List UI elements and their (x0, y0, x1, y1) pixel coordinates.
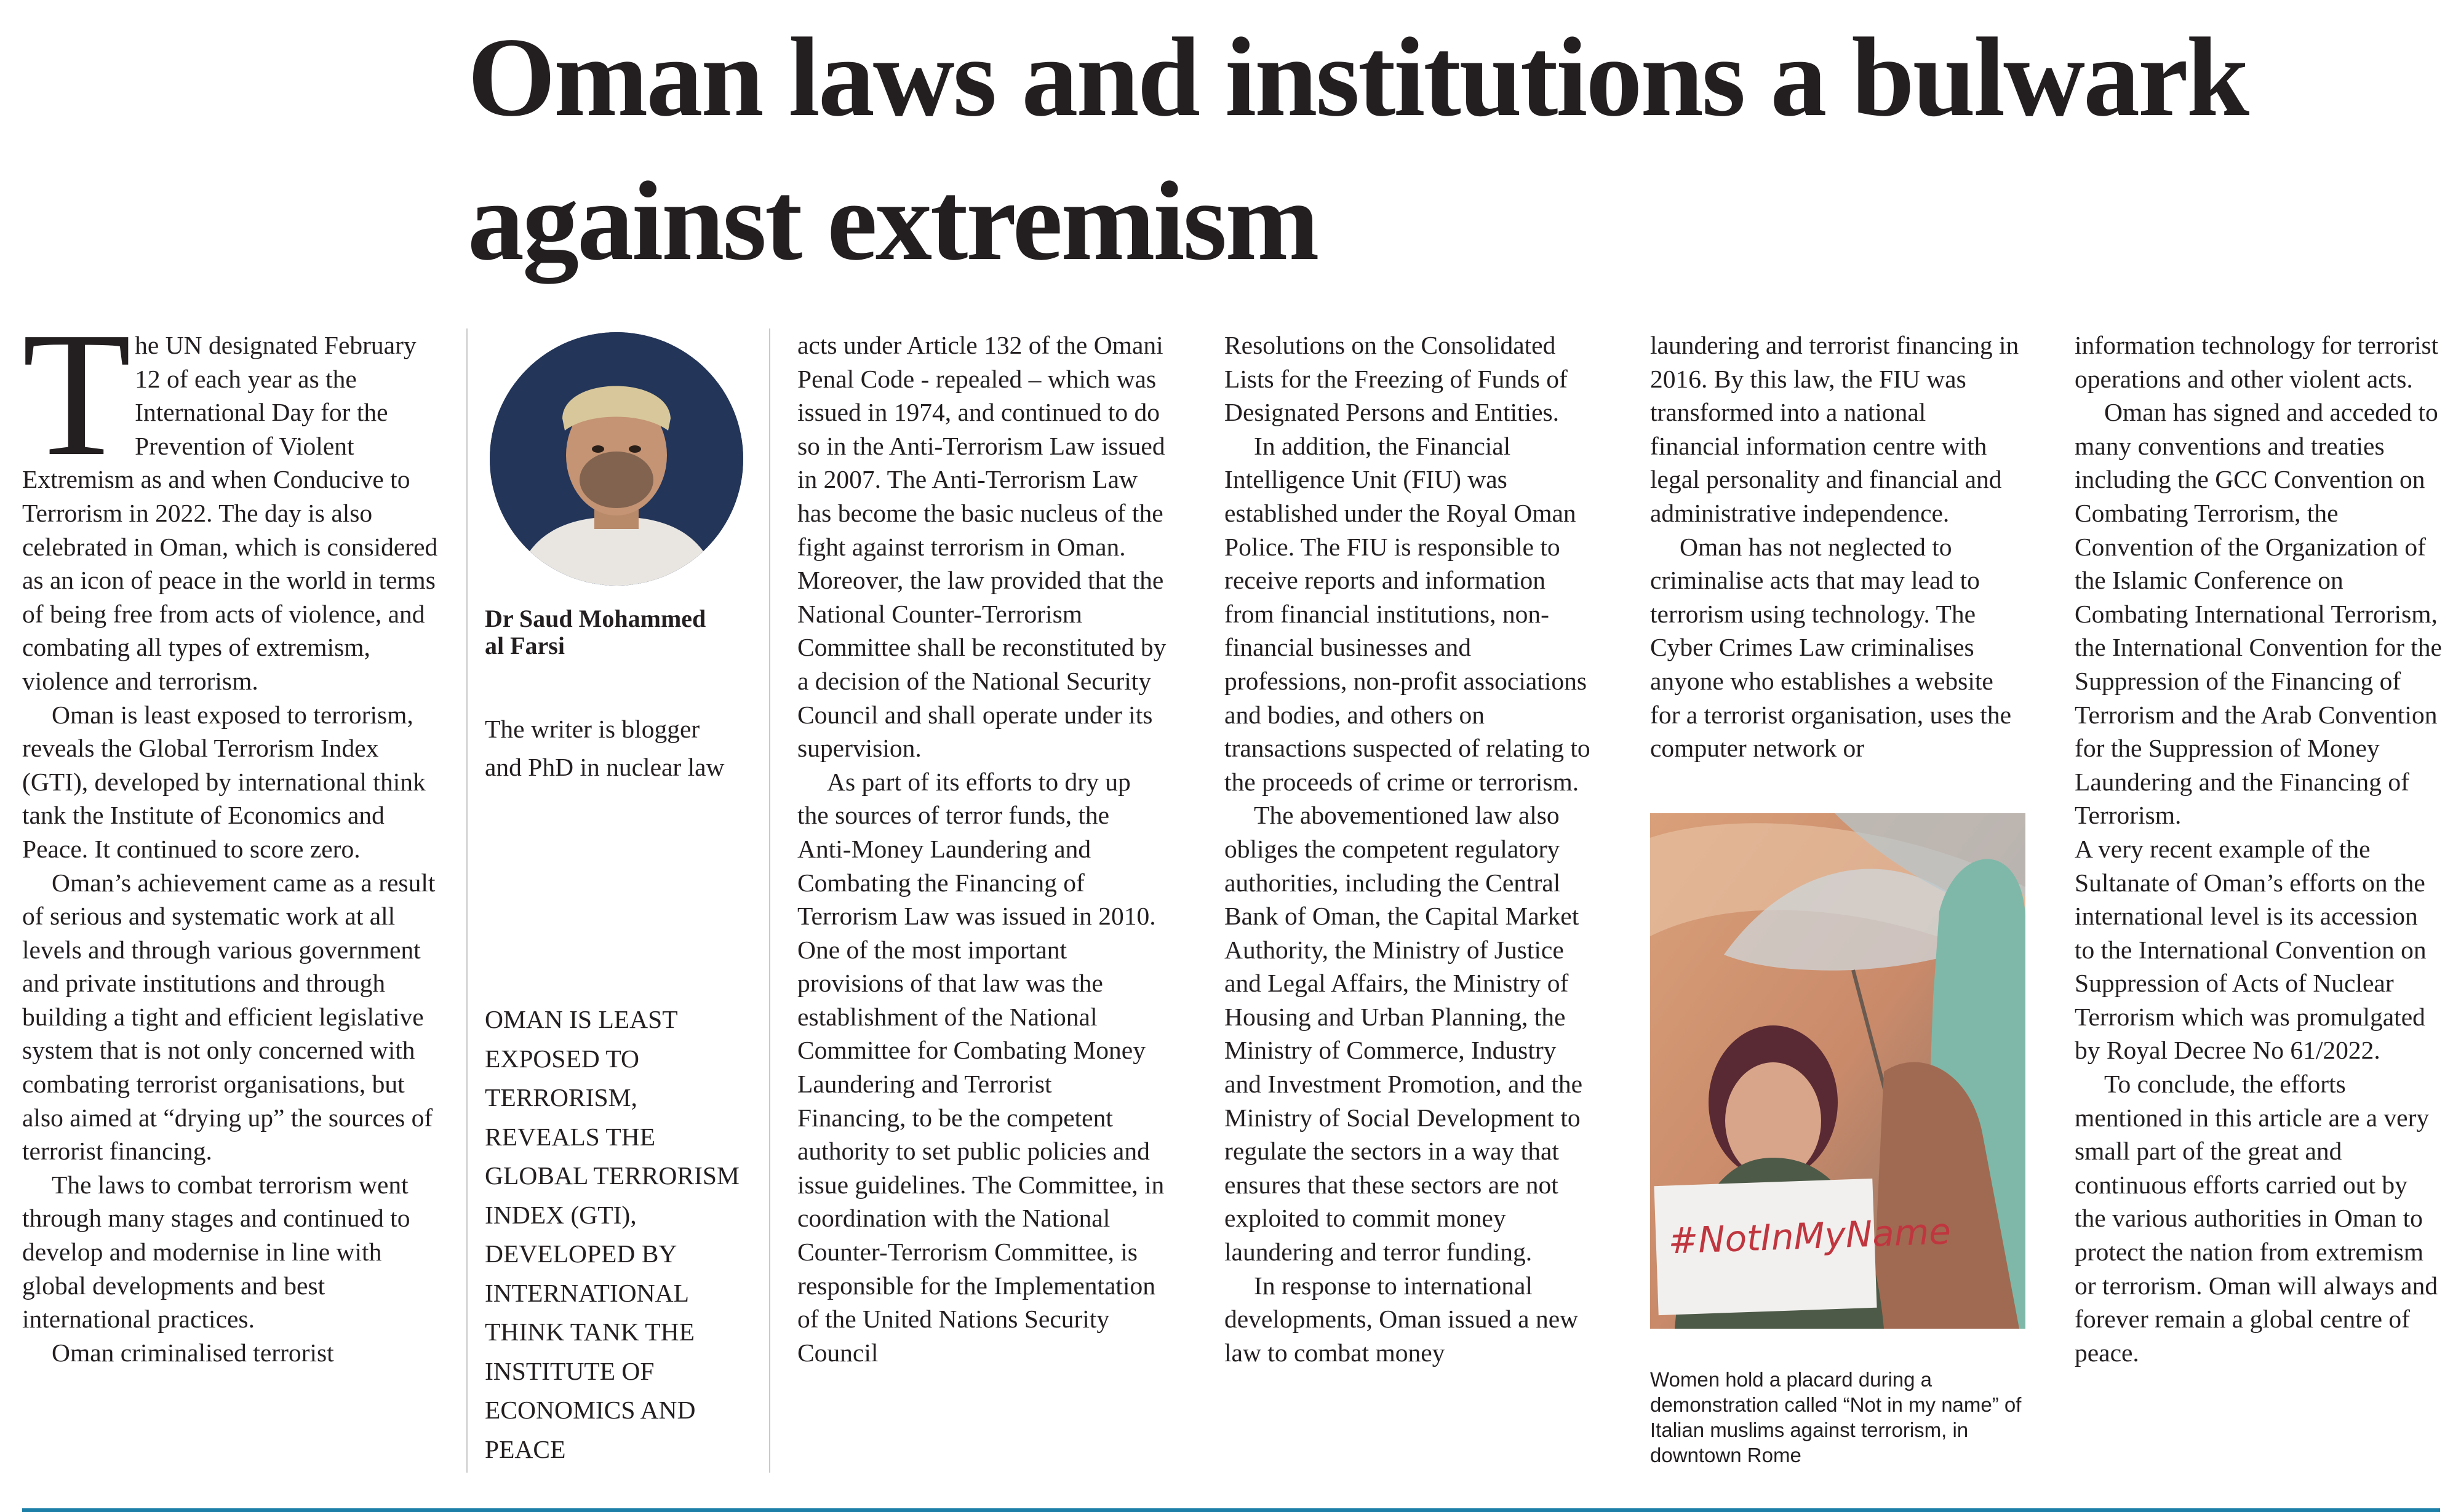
paragraph: information technology for terrorist operations and other violent acts. (2075, 331, 2439, 393)
paragraph: In response to international developments, Oman issued a new law to combat money (1224, 1271, 1579, 1367)
headline (468, 5, 2436, 293)
news-photo (1650, 813, 2025, 1329)
pull-quote-line: OMAN IS LEAST (485, 1005, 678, 1033)
article-column-3 (797, 328, 1167, 1473)
bottom-rule (22, 1508, 2440, 1512)
author-column (485, 328, 756, 1473)
article-column-6 (2075, 328, 2444, 1473)
paragraph: Oman is least exposed to terrorism, reveals the Global Terrorism Index (GTI), developed by international think tank the Institute of Economics and Peace. It continued to score zero. (22, 700, 426, 863)
paragraph: Oman’s achievement came as a result of serious and systematic work at all levels and through various government and private institutions and through building a tight and efficient legislative system that is not only concerned with combating terrorist organisations, but also aimed at “drying up” the sources of terrorist financing. (22, 868, 436, 1166)
paragraph: laundering and terrorist financing in 2016. By this law, the FIU was transformed into a national financial information centre with legal personality and financial and administrative independence. (1650, 331, 2019, 527)
paragraph: Oman criminalised terrorist (52, 1338, 334, 1367)
pull-quote-line: INTERNATIONAL (485, 1278, 689, 1307)
demonstration-photo (1650, 813, 2025, 1329)
placard-text: #NotInMyName (1667, 1210, 1952, 1262)
pull-quote-line: PEACE (485, 1434, 566, 1463)
drop-cap: T (22, 295, 132, 493)
author-name (485, 605, 756, 659)
paragraph: As part of its efforts to dry up the sources of terror funds, the Anti-Money Laundering and Combating the Financing of Terrorism Law was issued in 2010. One of the most important provisions of that law was the establishment of the National Committee for Combating Money Laundering and Terrorist Financing, to be the competent authority to set public policies and issue guidelines. The Committee, in coordination with the National Counter-Terrorism Committee, is responsible for the Implementation of the United Nations Security Council (797, 767, 1165, 1367)
headline-line-2: against extremism (468, 158, 1318, 284)
article-column-4 (1224, 328, 1593, 1473)
author-name-line-1: Dr Saud Mohammed (485, 605, 706, 632)
paragraph: In addition, the Financial Intelligence Unit (FIU) was established under the Royal Oman Police. The FIU is responsible to receive reports and information from financial institutions, non-financial businesses and professions, non-profit associations and bodies, and others on transactions suspected of relating to the proceeds of crime or terrorism. (1224, 431, 1590, 796)
author-portrait-image (490, 332, 743, 586)
pull-quote-line: THINK TANK THE (485, 1318, 695, 1346)
pull-quote-line: DEVELOPED BY (485, 1239, 677, 1268)
author-bio-line-1: The writer is blogger (485, 715, 700, 743)
paragraph: To conclude, the efforts mentioned in this article are a very small part of the great and continuous efforts carried out by the various authorities in Oman to protect the nation from extremism or terrorism. Oman will always and forever remain a global centre of peace. (2075, 1070, 2438, 1367)
column-divider (769, 328, 770, 1473)
pull-quote-line: TERRORISM, (485, 1083, 637, 1112)
column-divider (466, 328, 468, 1473)
pull-quote-line: INSTITUTE OF (485, 1356, 655, 1385)
photo-caption: Women hold a placard during a demonstration called “Not in my name” of Italian muslims against terrorism, in downtown Rome (1650, 1368, 2022, 1466)
paragraph: A very recent example of the Sultanate of Oman’s efforts on the international level is its accession to the International Convention on Suppression of Acts of Nuclear Terrorism which was promulgated by Royal Decree No 61/2022. (2075, 834, 2427, 1065)
headline-line-1: Oman laws and institutions a bulwark (468, 14, 2248, 140)
author-avatar (490, 332, 743, 586)
pull-quote-line: INDEX (GTI), (485, 1200, 637, 1229)
pull-quote-line: REVEALS THE (485, 1122, 656, 1151)
pull-quote-line: ECONOMICS AND (485, 1396, 696, 1424)
paragraph: The laws to combat terrorism went through many stages and continued to develop and modernise in line with global developments and best international practices. (22, 1170, 410, 1334)
author-name-line-2: al Farsi (485, 632, 565, 659)
pull-quote (485, 1000, 756, 1469)
paragraph: Oman has signed and acceded to many conventions and treaties including the GCC Convention on Combating Terrorism, the Convention of the Organization of the Islamic Conference on Combating International Terrorism, the International Convention for the Suppression of the Financing of Terrorism and the Arab Convention for the Suppression of Money Laundering and the Financing of Terrorism. (2075, 398, 2442, 830)
paragraph: The abovementioned law also obliges the competent regulatory authorities, including the Central Bank of Oman, the Capital Market Authority, the Ministry of Justice and Legal Affairs, the Ministry of Housing and Urban Planning, the Ministry of Commerce, Industry and Investment Promotion, and the Ministry of Social Development to regulate the sectors in a way that ensures that these sectors are not exploited to commit money laundering and terror funding. (1224, 801, 1583, 1267)
article-column-1 (22, 295, 441, 1473)
pull-quote-line: GLOBAL TERRORISM (485, 1161, 740, 1190)
paragraph: he UN designated February 12 of each year as the International Day for the Prevention of Violent Extremism as and when Conducive to Terrorism in 2022. The day is also celebrated in Oman, which is considered as an icon of peace in the world in terms of being free from acts of violence, and combating all types of extremism, violence and terrorism. (22, 331, 438, 695)
paragraph: acts under Article 132 of the Omani Penal Code - repealed – which was issued in 1974, and continued to do so in the Anti-Terrorism Law issued in 2007. The Anti-Terrorism Law has become the basic nucleus of the fight against terrorism in Oman. Moreover, the law provided that the National Counter-Terrorism Committee shall be reconstituted by a decision of the National Security Council and shall operate under its supervision. (797, 331, 1167, 763)
paragraph: Oman has not neglected to criminalise acts that may lead to terrorism using technology. The Cyber Crimes Law criminalises anyone who establishes a website for a terrorist organisation, uses the computer network or (1650, 532, 2011, 763)
pull-quote-line: EXPOSED TO (485, 1044, 639, 1073)
author-bio (485, 710, 756, 786)
author-bio-line-2: and PhD in nuclear law (485, 753, 725, 781)
paragraph: Resolutions on the Consolidated Lists for the Freezing of Funds of Designated Persons and Entities. (1224, 331, 1568, 427)
